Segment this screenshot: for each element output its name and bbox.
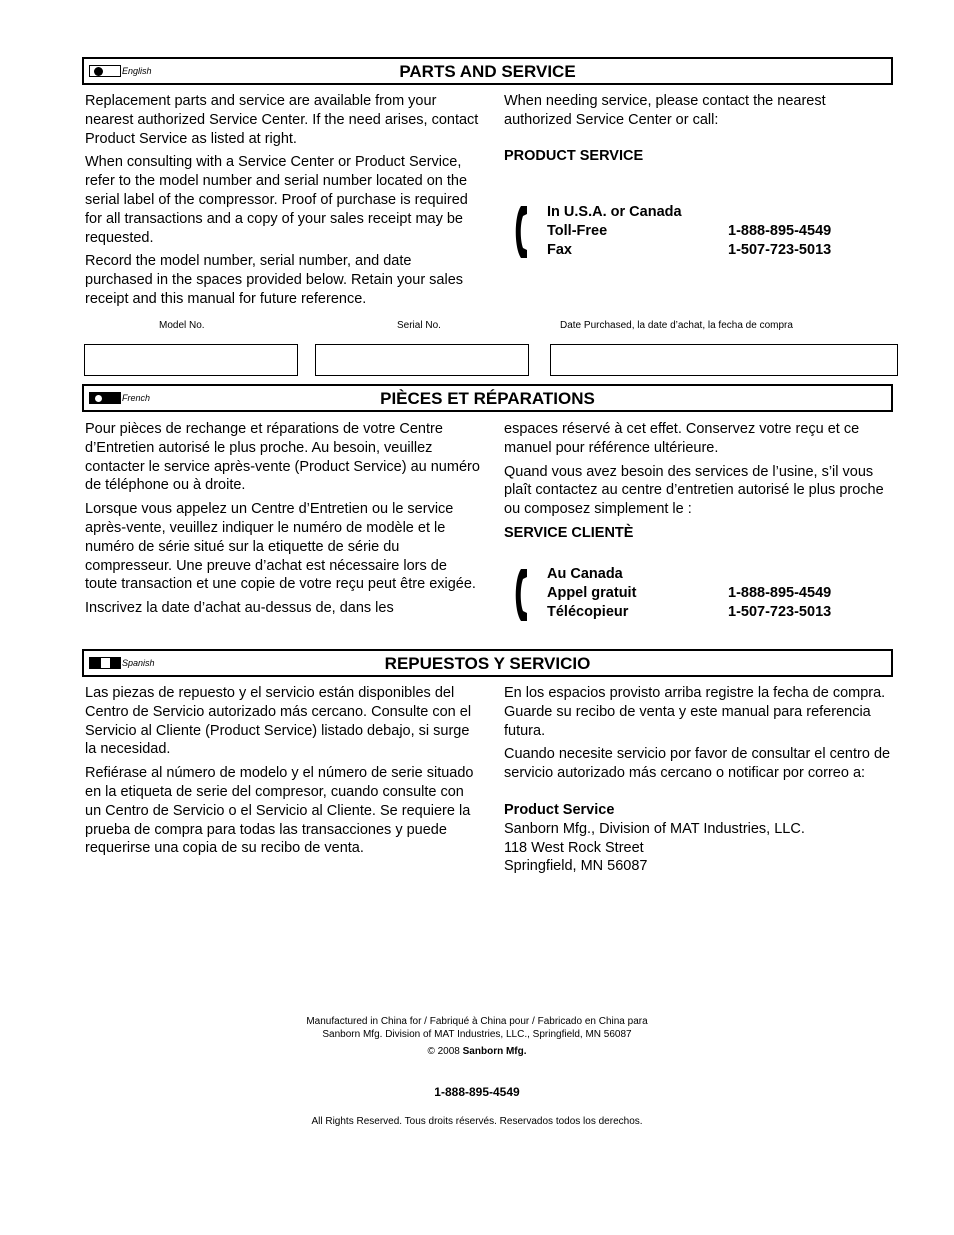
footer-rights: All Rights Reserved. Tous droits réservés. Reservados todos los derechos. bbox=[311, 1116, 643, 1127]
english-left-column bbox=[85, 92, 480, 314]
contact-region: Au Canada bbox=[547, 566, 623, 582]
address-line: 118 West Rock Street bbox=[504, 839, 644, 856]
mailing-address bbox=[504, 801, 894, 876]
french-contact-block bbox=[547, 565, 831, 622]
footer-phone: 1-888-895-4549 bbox=[434, 1085, 520, 1099]
paragraph: When consulting with a Service Center or Product Service, refer to the model number and serial number located on the serial label of the compressor. Proof of purchase is required for all transactions and a copy of your sales receipt may be requested. bbox=[85, 154, 468, 246]
english-right-column bbox=[504, 92, 889, 170]
telephone-icon bbox=[512, 204, 534, 260]
address-heading: Product Service bbox=[504, 801, 615, 818]
model-number-field[interactable] bbox=[84, 344, 298, 376]
paragraph: Replacement parts and service are available from your nearest authorized Service Center. If the need arises, contact Product Service as listed at right. bbox=[85, 93, 479, 147]
paragraph: Las piezas de repuesto y el servicio están disponibles del Centro de Servicio autorizado más cercano. Consulte con el Servicio al Cliente (Product Service) listado debajo, si surge la necesidad. bbox=[85, 685, 472, 758]
manufactured-line: Manufactured in China for / Fabriqué à China pour / Fabricado en China para bbox=[306, 1016, 648, 1027]
paragraph: espaces réservé à cet effet. Conservez votre reçu et ce manuel pour référence ultérieure. bbox=[504, 421, 860, 456]
date-purchased-label: Date Purchased, la date d’achat, la fecha de compra bbox=[560, 320, 793, 331]
language-label: French bbox=[122, 393, 151, 403]
address-line: Springfield, MN 56087 bbox=[504, 858, 648, 875]
section-title: PARTS AND SERVICE bbox=[399, 62, 576, 81]
fax-label: Fax bbox=[547, 242, 572, 258]
paragraph: Record the model number, serial number, and date purchased in the spaces provided below. Retain your sales receipt and this manual for future reference. bbox=[85, 253, 464, 307]
footer-copyright bbox=[0, 1046, 954, 1057]
spanish-right-column bbox=[504, 684, 894, 876]
fax-number: 1-507-723-5013 bbox=[728, 604, 832, 620]
model-number-label: Model No. bbox=[159, 320, 205, 331]
english-section-header bbox=[82, 57, 893, 85]
french-left-column bbox=[85, 420, 480, 623]
copyright-prefix: © 2008 bbox=[427, 1046, 460, 1057]
contact-region: In U.S.A. or Canada bbox=[547, 204, 682, 220]
paragraph: When needing service, please contact the nearest authorized Service Center or call: bbox=[504, 93, 826, 128]
paragraph: En los espacios provisto arriba registre la fecha de compra. Guarde su recibo de venta y este manual para referencia futura. bbox=[504, 685, 886, 739]
address-line: Sanborn Mfg., Division of MAT Industries, LLC. bbox=[504, 820, 805, 837]
paragraph: Inscrivez la date d’achat au-dessus de, dans les bbox=[85, 600, 394, 617]
paragraph: Lorsque vous appelez un Centre d’Entretien ou le service après-vente, veuillez indiquer le numéro de modèle et le numéro de série situé sur la etiquette de série du compresseur. Une preuve d’achat est nécessaire lors de toute transaction et une copie de votre reçu peut être exigée. bbox=[85, 501, 476, 593]
telephone-icon bbox=[512, 567, 534, 623]
toll-free-label: Appel gratuit bbox=[547, 585, 637, 601]
spanish-section-header bbox=[82, 649, 893, 677]
section-title: REPUESTOS Y SERVICIO bbox=[384, 654, 591, 673]
date-purchased-field[interactable] bbox=[550, 344, 898, 376]
language-label: Spanish bbox=[122, 658, 155, 668]
paragraph: Quand vous avez besoin des services de l’usine, s’il vous plaît contactez au centre d’entretien autorisé le plus proche ou composez simplement le : bbox=[504, 463, 884, 518]
copyright-brand: Sanborn Mfg. bbox=[462, 1046, 527, 1057]
service-heading: SERVICE CLIENTÈ bbox=[504, 524, 634, 541]
service-heading: PRODUCT SERVICE bbox=[504, 147, 644, 164]
french-right-column bbox=[504, 420, 894, 548]
language-label: English bbox=[122, 66, 152, 76]
paragraph: Pour pièces de rechange et réparations de votre Centre d’Entretien autorisé le plus proche. Au besoin, veuillez contacter le service après-vente (Product Service) au numéro de téléphone ou à droite. bbox=[85, 421, 480, 494]
toll-free-number: 1-888-895-4549 bbox=[728, 223, 832, 239]
fax-label: Télécopieur bbox=[547, 604, 629, 620]
fax-number: 1-507-723-5013 bbox=[728, 242, 832, 258]
french-section-header bbox=[82, 384, 893, 412]
toll-free-label: Toll-Free bbox=[547, 223, 608, 239]
paragraph: Refiérase al número de modelo y el número de serie situado en la etiqueta de serie del compresor, cuando consulte con un Centro de Servicio o el Servicio al Cliente. Se requiere la prueba de compra para todas las transacciones y puede requerirse una copia de su recibo de venta. bbox=[85, 765, 474, 857]
toll-free-number: 1-888-895-4549 bbox=[728, 585, 832, 601]
company-line: Sanborn Mfg. Division of MAT Industries, LLC., Springfield, MN 56087 bbox=[322, 1029, 632, 1040]
serial-number-field[interactable] bbox=[315, 344, 529, 376]
spanish-left-column bbox=[85, 684, 480, 863]
english-contact-block bbox=[547, 203, 831, 260]
section-title: PIÈCES ET RÉPARATIONS bbox=[380, 389, 595, 408]
footer-manufacturer bbox=[0, 1015, 954, 1041]
paragraph: Cuando necesite servicio por favor de consultar el centro de servicio autorizado más cercano o notificar por correo a: bbox=[504, 746, 891, 782]
serial-number-label: Serial No. bbox=[397, 320, 441, 331]
